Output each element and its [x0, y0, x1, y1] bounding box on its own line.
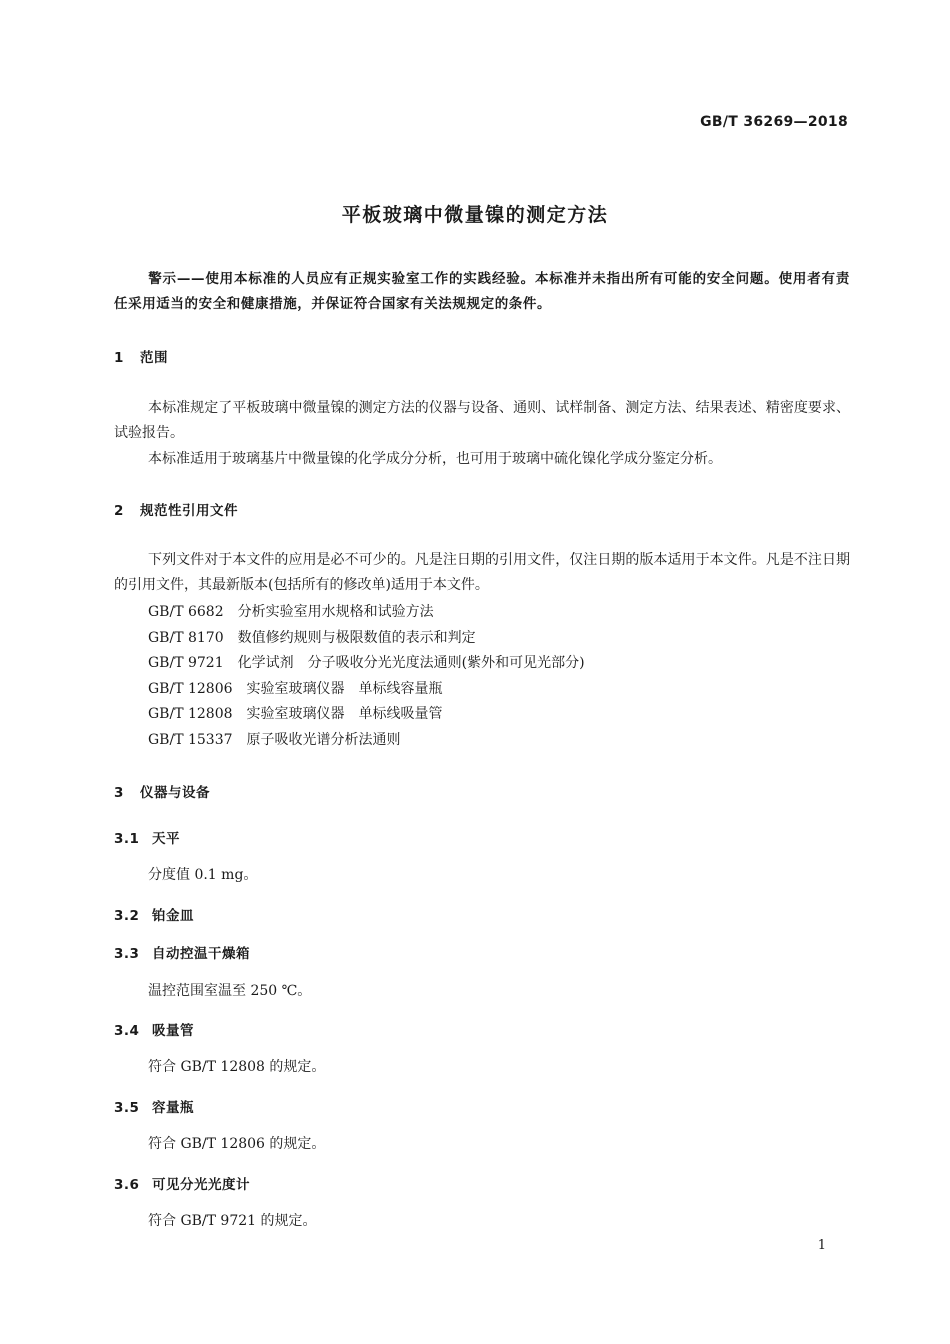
section-2-heading: [114, 499, 238, 519]
reference-code: GB/T 8170: [148, 630, 224, 646]
subsection-3-1-heading: [114, 827, 180, 847]
subsection-3-6-text: 符合 GB/T 9721 的规定。: [148, 1213, 317, 1229]
standard-number: GB/T 36269—2018: [700, 114, 848, 130]
reference-item: [148, 601, 434, 621]
subsection-title: 自动控温干燥箱: [152, 946, 250, 962]
subsection-title: 天平: [152, 831, 180, 847]
subsection-title: 铂金皿: [152, 908, 194, 924]
reference-code: GB/T 12806: [148, 681, 233, 697]
reference-title: 实验室玻璃仪器 单标线容量瓶: [246, 681, 443, 697]
subsection-title: 吸量管: [152, 1023, 194, 1039]
subsection-3-4-text: 符合 GB/T 12808 的规定。: [148, 1059, 326, 1075]
subsection-title: 容量瓶: [152, 1100, 194, 1116]
scope-paragraph-1: [114, 396, 850, 446]
normative-intro-paragraph: [114, 548, 850, 598]
normative-intro-text: 下列文件对于本文件的应用是必不可少的。凡是注日期的引用文件，仅注日期的版本适用于本文件。凡是不注日期的引用文件，其最新版本(包括所有的修改单)适用于本文件。: [114, 552, 850, 593]
subsection-number: 3.1: [114, 831, 140, 847]
section-title: 仪器与设备: [140, 785, 210, 801]
section-title: 范围: [140, 350, 168, 366]
reference-code: GB/T 15337: [148, 732, 233, 748]
document-title: 平板玻璃中微量镍的测定方法: [341, 204, 609, 226]
page-number: 1: [817, 1238, 826, 1253]
subsection-3-6-heading: [114, 1173, 250, 1193]
reference-title: 实验室玻璃仪器 单标线吸量管: [246, 706, 443, 722]
subsection-number: 3.5: [114, 1100, 140, 1116]
reference-title: 原子吸收光谱分析法通则: [246, 732, 401, 748]
subsection-3-4-heading: [114, 1019, 194, 1039]
scope-text-2: 本标准适用于玻璃基片中微量镍的化学成分分析，也可用于玻璃中硫化镍化学成分鉴定分析。: [148, 451, 722, 467]
reference-code: GB/T 9721: [148, 655, 224, 671]
reference-title: 分析实验室用水规格和试验方法: [237, 604, 434, 620]
subsection-3-3-text: 温控范围室温至 250 ℃。: [148, 983, 312, 999]
reference-item: [148, 627, 476, 647]
reference-title: 数值修约规则与极限数值的表示和判定: [237, 630, 476, 646]
subsection-3-5-text: 符合 GB/T 12806 的规定。: [148, 1136, 326, 1152]
subsection-number: 3.2: [114, 908, 140, 924]
section-number: 2: [114, 503, 124, 519]
scope-text-1: 本标准规定了平板玻璃中微量镍的测定方法的仪器与设备、通则、试样制备、测定方法、结果表述、精密度要求、试验报告。: [114, 400, 850, 441]
reference-item: [148, 729, 401, 749]
reference-item: [148, 678, 443, 698]
scope-paragraph-2: [114, 447, 850, 472]
section-1-heading: [114, 346, 168, 366]
warning-text: 警示——使用本标准的人员应有正规实验室工作的实践经验。本标准并未指出所有可能的安全问题。使用者有责任采用适当的安全和健康措施，并保证符合国家有关法规规定的条件。: [114, 271, 850, 312]
warning-paragraph: [114, 267, 850, 317]
section-3-heading: [114, 781, 210, 801]
subsection-title: 可见分光光度计: [152, 1177, 250, 1193]
subsection-number: 3.6: [114, 1177, 140, 1193]
subsection-number: 3.3: [114, 946, 140, 962]
subsection-3-2-heading: [114, 904, 194, 924]
reference-item: [148, 703, 443, 723]
subsection-3-1-text: 分度值 0.1 mg。: [148, 867, 258, 883]
subsection-number: 3.4: [114, 1023, 140, 1039]
reference-code: GB/T 12808: [148, 706, 233, 722]
reference-code: GB/T 6682: [148, 604, 224, 620]
reference-title: 化学试剂 分子吸收分光光度法通则(紫外和可见光部分): [237, 655, 585, 671]
section-number: 1: [114, 350, 124, 366]
section-number: 3: [114, 785, 124, 801]
reference-item: [148, 652, 585, 672]
subsection-3-3-heading: [114, 942, 250, 962]
subsection-3-5-heading: [114, 1096, 194, 1116]
section-title: 规范性引用文件: [140, 503, 238, 519]
